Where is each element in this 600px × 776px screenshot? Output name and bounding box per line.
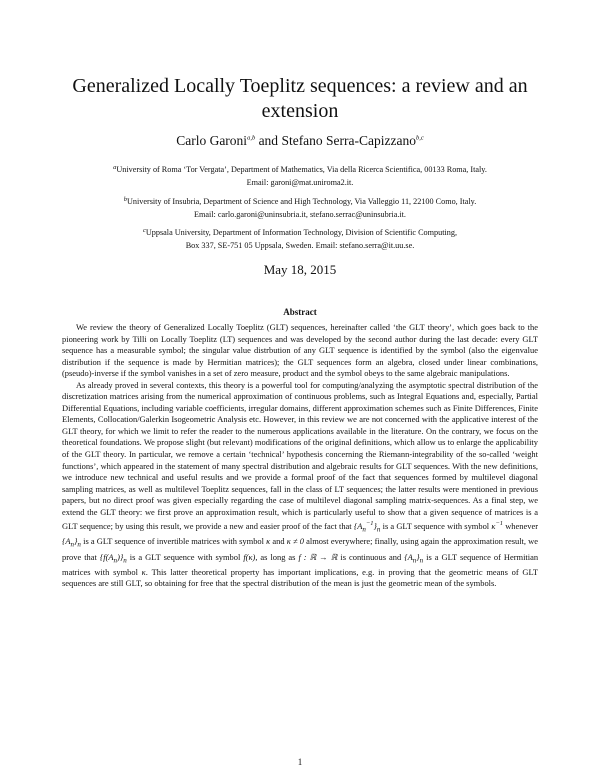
- abstract-text: is a GLT sequence of invertible matrices with symbol: [83, 536, 264, 547]
- abstract-text: . This latter theoretical property has important implications, e.g. in proving that the geometric means of GLT sequences are still GLT, so obtaining for free that the spectral distribution of the mean is just the geometric mean of the symbols.: [62, 566, 539, 589]
- math-expression: κ ≠ 0: [286, 536, 304, 547]
- affiliation-mark: b,c: [416, 134, 424, 142]
- affiliation-email: Email: carlo.garoni@uninsubria.it, stefano.serrac@uninsubria.it.: [194, 210, 406, 219]
- affiliation-email: Email: garoni@mat.uniroma2.it.: [246, 178, 354, 187]
- affiliation-mark: a,b: [247, 134, 256, 142]
- author-line: [0, 133, 600, 149]
- abstract-text: As already proved in several contexts, this theory is a powerful tool for computing/analyzing the asymptotic spectral distribution of the discretization matrices arising from the numerical approximation of continuous problems, such as Integral Equations and, especially, Partial Differential Equations, including variable coefficients, irregular domains, different approximation schemes such as Finite Differences, Finite Elements, Collocation/Galerkin Isogeometric Analysis etc. However, in this review we are not concerned with the applicative interest of the GLT theory, for which we limit to refer the reader to the numerous applications available in the literature. On the contrary, we focus on the theoretical foundations. We propose slight (but relevant) modifications of the original definitions, which allow us to enlarge the applicability of the GLT theory. In particular, we remove a certain ‘technical’ hypothesis concerning the Riemann-integrability of the so-called ‘weight functions’, which appeared in the statement of many spectral distribution and algebraic results for GLT sequences. With the new definitions, we introduce new technical and useful results and we provide a formal proof of the fact that sequences formed by multilevel diagonal sampling matrices, as well as multilevel Toeplitz sequences, fall in the class of LT sequences; the latter results were mentioned in previous papers, but no direct proof was given especially regarding the case of multilevel diagonal sampling matrix-sequences. As a final step, we extend the GLT theory: we first prove an approximation result, which is particularly useful to show that a given sequence of matrices is a GLT sequence; by using this result, we provide a new and easier proof of the fact that: [62, 379, 538, 532]
- abstract-text: and: [272, 536, 285, 547]
- abstract-text: , as long as: [255, 551, 296, 562]
- math-expression: f(κ): [243, 551, 256, 562]
- abstract-text: almost everywhere; finally, using again the approximation result, we prove that: [62, 536, 539, 562]
- math-expression: $\{f(A_n)\}_n$: [99, 551, 127, 565]
- math-expression: κ: [141, 566, 146, 577]
- affiliation-email: Box 337, SE-751 05 Uppsala, Sweden. Email: stefano.serra@it.uu.se.: [185, 241, 415, 250]
- math-expression: $\{A_n\}_n$: [404, 551, 424, 565]
- abstract-heading: Abstract: [283, 307, 317, 317]
- affiliation-mark: c: [143, 227, 146, 234]
- affiliation-address: University of Insubria, Department of Science and High Technology, Via Valleggio 11, 22100 Como, Italy.: [126, 197, 477, 206]
- abstract-text: is a GLT sequence with symbol: [129, 551, 241, 562]
- publication-date: May 18, 2015: [263, 262, 337, 277]
- abstract-text: is continuous and: [340, 551, 402, 562]
- page-number: 1: [297, 757, 303, 767]
- abstract-text: whenever: [505, 521, 539, 532]
- math-expression: κ: [266, 536, 271, 547]
- abstract-body: [62, 322, 538, 590]
- abstract-text: is a GLT sequence of Hermitian matrices with symbol: [62, 551, 539, 577]
- author-connector: and: [258, 133, 279, 148]
- math-expression: $\{A_n^{-1}\}_n$: [353, 520, 381, 534]
- math-expression: f : ℝ → ℝ: [298, 551, 338, 562]
- affiliation-address: Uppsala University, Department of Information Technology, Division of Scientific Computing,: [145, 228, 457, 237]
- affiliation: [80, 224, 520, 252]
- paper-title: Generalized Locally Toeplitz sequences: a review and an extension: [72, 75, 528, 122]
- abstract-paragraph: [62, 380, 538, 590]
- affiliation-address: University of Roma ‘Tor Vergata’, Department of Mathematics, Via della Ricerca Scientifica, 00133 Roma, Italy.: [116, 165, 487, 174]
- math-expression: $\{A_n\}_n$: [62, 536, 81, 550]
- affiliation-mark: b: [123, 196, 127, 203]
- abstract-text: is a GLT sequence with symbol: [382, 521, 490, 532]
- author-name: Carlo Garoni: [176, 133, 248, 148]
- affiliation: [80, 161, 520, 189]
- affiliation: [80, 193, 520, 221]
- author-name: Stefano Serra-Capizzano: [281, 133, 417, 148]
- affiliation-mark: a: [113, 164, 117, 171]
- abstract-paragraph: We review the theory of Generalized Locally Toeplitz (GLT) sequences, hereinafter called ‘the GLT theory’, which goes back to the pioneering work by Tilli on Locally Toeplitz (LT) sequences and was developed by the second author during the last decade: every GLT sequence has a measurable symbol; the singular value distrbution of any GLT sequence is identified by the symbol (also the eigenvalue distribution if the sequence is made by Hermitian matrices); the GLT sequences form an algebra, closed under linear combinations, (pseudo)-inverse if the symbol vanishes in a set of zero measure, product and the symbol obeys to the same algebraic manipulations.: [62, 322, 538, 379]
- math-expression: $\kappa^{-1}$: [491, 520, 504, 532]
